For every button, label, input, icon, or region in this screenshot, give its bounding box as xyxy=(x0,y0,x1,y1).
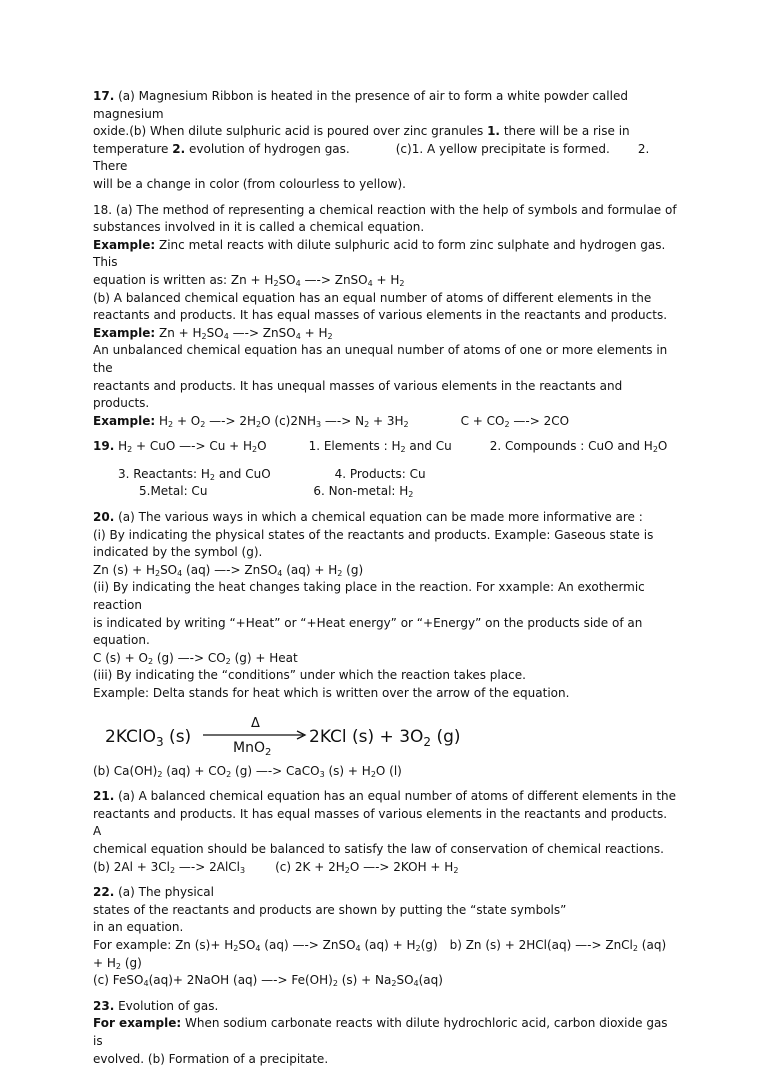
q19-number: 19. xyxy=(93,439,114,453)
q22-line-4: For example: Zn $(s)+ H_2SO_4$ (aq) —-> ZnSO$_4$ $(aq) + H_2(g)$ b) Zn (s) + 2HCl(aq) —-> ZnCl$_2$ $(aq) + H_2$ (g) xyxy=(93,937,678,972)
q22-text-2: states of the reactants and products are shown by putting the “state symbols” xyxy=(93,902,678,920)
q20-text-6: is indicated by writing “+Heat” or “+Heat energy” or “+Energy” on the products side of an equation. xyxy=(93,615,678,650)
q17-text-2c: there will be a rise in xyxy=(500,124,630,138)
q19-compounds: 2. Compounds : CuO and H xyxy=(490,439,653,453)
q18-line-3 xyxy=(93,237,678,272)
q22-line-5: (c) FeSO$_4$(aq)+ 2NaOH (aq) —-> $Fe(OH)_2$ $(s) + Na_2SO_4(aq)$ xyxy=(93,972,678,990)
q22-line-1 xyxy=(93,884,678,902)
q19-metal: 5.Metal: Cu xyxy=(139,484,207,498)
q19-line-2: 3. Reactants: $H_2$ and CuO 4. Products: Cu xyxy=(93,466,678,484)
q17-text-3a: temperature xyxy=(93,142,172,156)
q18-line-10: Example: $H_2 + O_2$ —-> $2H_2O$ $(c)2NH_3$ —-> $N_2 + 3H_2$ $C + CO_2$ —-> 2CO xyxy=(93,413,678,431)
q17-bold-1: 1. xyxy=(487,124,500,138)
q20-text-9: Example: Delta stands for heat which is written over the arrow of the equation. xyxy=(93,685,678,703)
q17-number: 17. xyxy=(93,89,114,103)
q21-text-3: chemical equation should be balanced to satisfy the law of conservation of chemical reactions. xyxy=(93,841,678,859)
q23-line-1 xyxy=(93,998,678,1016)
q23-line-2 xyxy=(93,1015,678,1050)
q18-text-4: equation is written as: Zn + H xyxy=(93,273,273,287)
q17-text-4: will be a change in color (from colourless to yellow). xyxy=(93,176,678,194)
q17-text-2a: oxide.(b) When dilute sulphuric acid is poured over zinc granules xyxy=(93,124,487,138)
q20-line-7: C $(s) + O_2$ (g) —-> $CO_2$ (g) + Heat xyxy=(93,650,678,668)
q18-text-3: Zinc metal reacts with dilute sulphuric acid to form zinc sulphate and hydrogen gas. This xyxy=(93,238,665,270)
q23-text-1: Evolution of gas. xyxy=(114,999,218,1013)
q21-number: 21. xyxy=(93,789,114,803)
q21-text-1: (a) A balanced chemical equation has an equal number of atoms of different elements in the xyxy=(114,789,676,803)
q20-line-b: (b) $Ca(OH)_2$ $(aq) + CO_2$ (g) —-> CaCO$_3$ $(s) + H_2O$ (l) xyxy=(93,763,678,781)
q20-line-4: Zn $(s) + H_2SO_4$ (aq) —-> ZnSO$_4$ $(aq) + H_2$ (g) xyxy=(93,562,678,580)
q17-line-1 xyxy=(93,88,678,123)
q19-reactants: 3. Reactants: H xyxy=(118,467,210,481)
q17-line-3 xyxy=(93,141,678,176)
q21-text-2: reactants and products. It has equal masses of various elements in the reactants and products. A xyxy=(93,806,678,841)
q18-line-7: Example: $Zn + H_2SO_4$ —-> ZnSO$_4$ + $H_2$ xyxy=(93,325,678,343)
eq-delta: Δ xyxy=(251,716,260,731)
q22-text-1: (a) The physical xyxy=(114,885,214,899)
q18-example-label: Example: xyxy=(93,238,155,252)
equation-svg xyxy=(105,713,485,757)
eq-right: 2KCl $(s) + 3O_2$ (g) xyxy=(309,727,461,749)
q20-line-1 xyxy=(93,509,678,527)
q17-text-3d: (c)1. A yellow precipitate is formed. xyxy=(396,142,610,156)
q17-text-1: (a) Magnesium Ribbon is heated in the presence of air to form a white powder called magnesium xyxy=(93,89,628,121)
q20-text-3: indicated by the symbol (g). xyxy=(93,544,678,562)
q17-text-3c: evolution of hydrogen gas. xyxy=(185,142,350,156)
q22-number: 22. xyxy=(93,885,114,899)
q17-line-2 xyxy=(93,123,678,141)
q23-number: 23. xyxy=(93,999,114,1013)
q18-text-8: An unbalanced chemical equation has an unequal number of atoms of one or more elements in the xyxy=(93,342,678,377)
q20-text-1: (a) The various ways in which a chemical equation can be made more informative are : xyxy=(114,510,643,524)
q18-example3-label: Example: xyxy=(93,414,155,428)
q23-text-3: evolved. (b) Formation of a precipitate. xyxy=(93,1051,678,1068)
eq-catalyst: MnO$_2$ xyxy=(233,740,271,757)
q21-line-1 xyxy=(93,788,678,806)
q20-text-8: (iii) By indicating the “conditions” under which the reaction takes place. xyxy=(93,667,678,685)
q18-text-6: reactants and products. It has equal masses of various elements in the reactants and products. xyxy=(93,307,678,325)
q23-text-2: When sodium carbonate reacts with dilute hydrochloric acid, carbon dioxide gas is xyxy=(93,1016,668,1048)
q18-text-1: 18. (a) The method of representing a chemical reaction with the help of symbols and formulae of xyxy=(93,202,678,220)
q20-text-2: (i) By indicating the physical states of the reactants and products. Example: Gaseous state is xyxy=(93,527,678,545)
eq-left: 2KClO$_3$ (s) xyxy=(105,727,191,749)
q20-number: 20. xyxy=(93,510,114,524)
q17-text-3e: 2. There xyxy=(93,142,649,174)
q19-elements: 1. Elements : H xyxy=(309,439,401,453)
q19-line-1: 19. $H_2$ + CuO —-> $Cu + H_2O$ 1. Elements : $H_2$ and Cu 2. Compounds : CuO and $H_2O$ xyxy=(93,438,678,456)
q19-nonmetal: 6. Non-metal: H xyxy=(313,484,408,498)
q22-text-3: in an equation. xyxy=(93,919,678,937)
equation-image xyxy=(93,713,678,757)
q21-line-4: (b) $2Al + 3Cl_2$ —-> 2AlCl$_3$ (c) $2K + 2H_2O$ —-> $2KOH + H_2$ xyxy=(93,859,678,877)
q20-text-5: (ii) By indicating the heat changes taking place in the reaction. For xxample: An exothermic reaction xyxy=(93,579,678,614)
q18-example2-label: Example: xyxy=(93,326,155,340)
q19-line-3: 5.Metal: Cu 6. Non-metal: $H_2$ xyxy=(93,483,678,501)
q18-line-4: equation is written as: $Zn + H_2SO_4$ —-> ZnSO$_4$ + $H_2$ xyxy=(93,272,678,290)
q17-bold-2: 2. xyxy=(172,142,185,156)
q18-text-9: reactants and products. It has unequal masses of various elements in the reactants and products. xyxy=(93,378,678,413)
q18-text-2: substances involved in it is called a chemical equation. xyxy=(93,219,678,237)
q23-example-label: For example: xyxy=(93,1016,181,1030)
answer-page xyxy=(93,88,678,1068)
q18-text-7: Zn + H xyxy=(155,326,201,340)
q19-products: 4. Products: Cu xyxy=(335,467,426,481)
q18-text-5: (b) A balanced chemical equation has an equal number of atoms of different elements in the xyxy=(93,290,678,308)
